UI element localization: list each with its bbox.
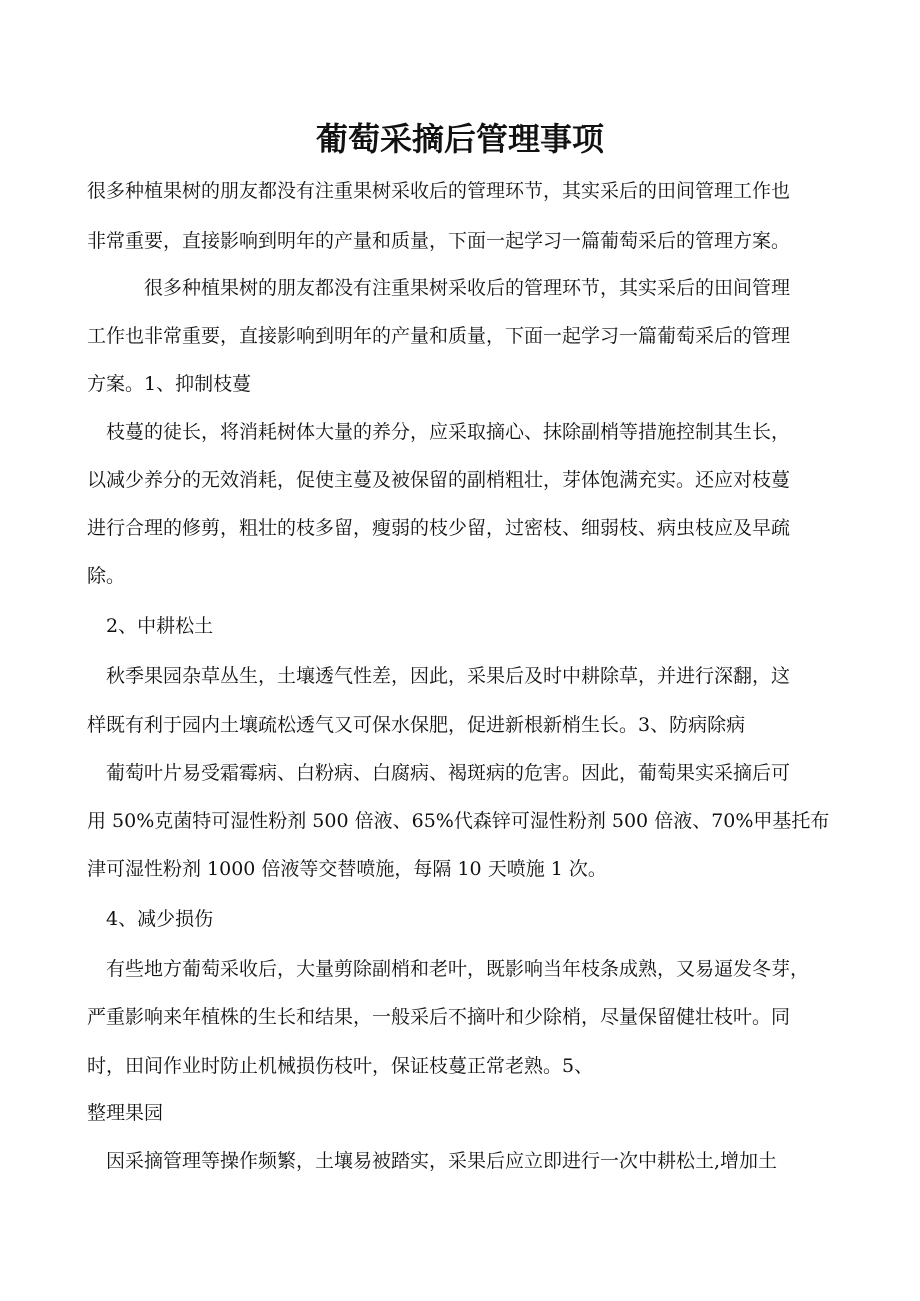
text-line: 方案。1、抑制枝蔓: [87, 373, 252, 395]
text-line: 进行合理的修剪，粗壮的枝多留，瘦弱的枝少留，过密枝、细弱枝、病虫枝应及早疏: [87, 517, 791, 539]
text-line: 非常重要，直接影响到明年的产量和质量，下面一起学习一篇葡萄采后的管理方案。: [87, 230, 791, 252]
text-line: 严重影响来年植株的生长和结果，一般采后不摘叶和少除梢，尽量保留健壮枝叶。同: [87, 1006, 791, 1028]
text-line: 很多种植果树的朋友都没有注重果树采收后的管理环节，其实采后的田间管理工作也: [87, 180, 791, 202]
text-line: 样既有利于园内土壤疏松透气又可保水保肥，促进新根新梢生长。3、防病除病: [87, 714, 746, 736]
text-line: 秋季果园杂草丛生，土壤透气性差，因此，采果后及时中耕除草，并进行深翻，这: [87, 665, 791, 687]
text-line: 时，田间作业时防止机械损伤枝叶，保证枝蔓正常老熟。5、: [87, 1055, 594, 1077]
text-line: 2、中耕松土: [87, 615, 214, 637]
text-line: 津可湿性粉剂 1000 倍液等交替喷施，每隔 10 天喷施 1 次。: [87, 858, 607, 880]
text-line: 有些地方葡萄采收后，大量剪除副梢和老叶，既影响当年枝条成熟，又易逼发冬芽，: [87, 958, 810, 980]
text-line: 除。: [87, 565, 126, 587]
text-line: 因采摘管理等操作频繁，土壤易被踏实，采果后应立即进行一次中耕松土,增加土: [87, 1150, 778, 1172]
document-title: 葡萄采摘后管理事项: [315, 120, 604, 158]
text-line: 很多种植果树的朋友都没有注重果树采收后的管理环节，其实采后的田间管理: [87, 277, 791, 299]
text-line: 整理果园: [87, 1102, 164, 1124]
text-line: 用 50%克菌特可湿性粉剂 500 倍液、65%代森锌可湿性粉剂 500 倍液、70%甲基托布: [87, 810, 830, 832]
text-line: 枝蔓的徒长，将消耗树体大量的养分，应采取摘心、抹除副梢等措施控制其生长，: [87, 421, 791, 443]
text-line: 4、减少损伤: [87, 908, 214, 930]
text-line: 工作也非常重要，直接影响到明年的产量和质量，下面一起学习一篇葡萄采后的管理: [87, 325, 791, 347]
text-line: 葡萄叶片易受霜霉病、白粉病、白腐病、褐斑病的危害。因此，葡萄果实采摘后可: [87, 762, 791, 784]
text-line: 以减少养分的无效消耗，促使主蔓及被保留的副梢粗壮，芽体饱满充实。还应对枝蔓: [87, 469, 791, 491]
